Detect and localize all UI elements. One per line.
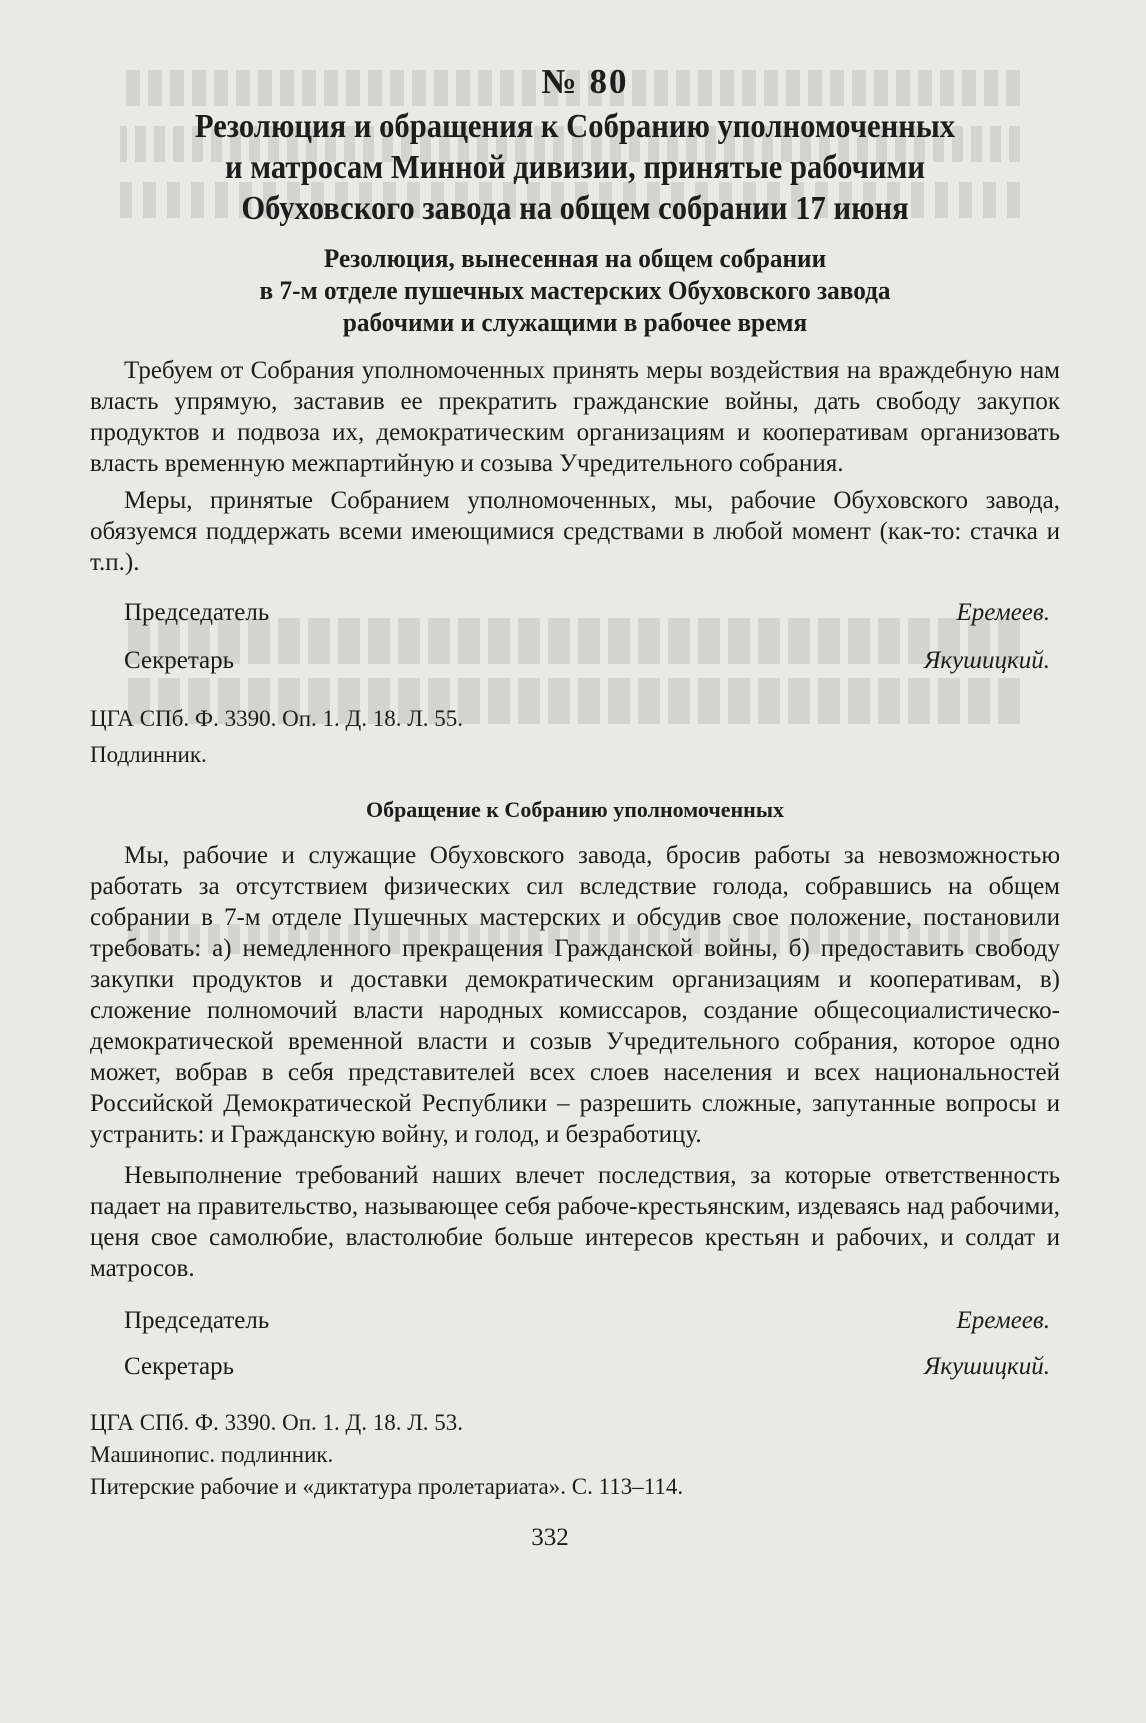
title-line: Резолюция и обращения к Собранию уполномоченных xyxy=(194,108,956,145)
subtitle-line: в 7-м отделе пушечных мастерских Обуховского завода xyxy=(259,276,891,305)
signature-secretary xyxy=(90,1352,1060,1382)
signature-chairman xyxy=(90,598,1060,628)
title-line: Обуховского завода на общем собрании 17 июня xyxy=(241,190,909,227)
secretary-name: Якушицкий. xyxy=(923,1353,1050,1380)
archive-reference: ЦГА СПб. Ф. 3390. Оп. 1. Д. 18. Л. 53. xyxy=(90,1410,464,1435)
subtitle-line: рабочими и служащими в рабочее время xyxy=(342,308,808,337)
appeal-paragraph-2: Невыполнение требований наших влечет последствия, за которые ответственность падает на правительство, называющее себя рабоче-крестьянским, издеваясь над рабочими, ценя свое самолюбие, властолюбие больше интересов крестьян и рабочих, и солдат и матросов. xyxy=(90,1162,1060,1282)
page-number: 332 xyxy=(531,1524,569,1551)
document-title xyxy=(103,106,1048,229)
document-body xyxy=(90,58,1060,1552)
signature-chairman xyxy=(90,1306,1060,1336)
chairman-name: Еремеев. xyxy=(956,599,1050,626)
secretary-name: Якушицкий. xyxy=(923,647,1050,674)
appeal-heading: Обращение к Собранию уполномоченных xyxy=(365,797,785,822)
resolution-paragraph-1: Требуем от Собрания уполномоченных принять меры воздействия на враждебную нам власть упрямую, заставив ее прекратить гражданские войны, дать свободу закупок продуктов и подвоза их, демократическим организациям и кооперативам организовать власть временную межпартийную и созыва Учредительного собрания. xyxy=(90,357,1060,477)
secretary-label: Секретарь xyxy=(124,647,235,674)
appeal-paragraph-1: Мы, рабочие и служащие Обуховского завода, бросив работы за невозможностью работать за отсутствием физических сил вследствие голода, собравшись на общем собрании в 7-м отделе Пушечных мастерских и обсудив свое положение, постановили требовать: а) немедленного прекращения Гражданской войны, б) предоставить свободу закупки продуктов и доставки демократическим организациям и кооперативам, в) сложение полномочий власти народных комиссаров, создание общесоциалистическо-демократической временной власти и созыв Учредительного собрания, которое одно может, вобрав в себя представителей всех слоев населения и всех национальностей Российской Демократической Республики – разрешить сложные, запутанные вопросы и устранить: и Гражданскую войну, и голод, и безработицу. xyxy=(90,842,1060,1148)
archive-reference: ЦГА СПб. Ф. 3390. Оп. 1. Д. 18. Л. 55. xyxy=(90,706,464,731)
title-line: и матросам Минной дивизии, принятые рабочими xyxy=(224,149,926,186)
secretary-label: Секретарь xyxy=(124,1353,235,1380)
signature-secretary xyxy=(90,646,1060,676)
resolution-paragraph-2: Меры, принятые Собранием уполномоченных, мы, рабочие Обуховского завода, обязуемся поддержать всеми имеющимися средствами в любой момент (как-то: стачка и т.п.). xyxy=(90,487,1060,576)
chairman-label: Председатель xyxy=(124,599,270,626)
document-type-note: Машинопис. подлинник. xyxy=(90,1442,334,1467)
chairman-label: Председатель xyxy=(124,1307,270,1334)
document-type-note: Подлинник. xyxy=(90,742,207,767)
publication-reference: Питерские рабочие и «диктатура пролетариата». С. 113–114. xyxy=(90,1474,684,1499)
subtitle-line: Резолюция, вынесенная на общем собрании xyxy=(323,244,827,273)
chairman-name: Еремеев. xyxy=(956,1307,1050,1334)
document-number: № 80 xyxy=(541,62,629,101)
resolution-heading xyxy=(105,243,1046,339)
